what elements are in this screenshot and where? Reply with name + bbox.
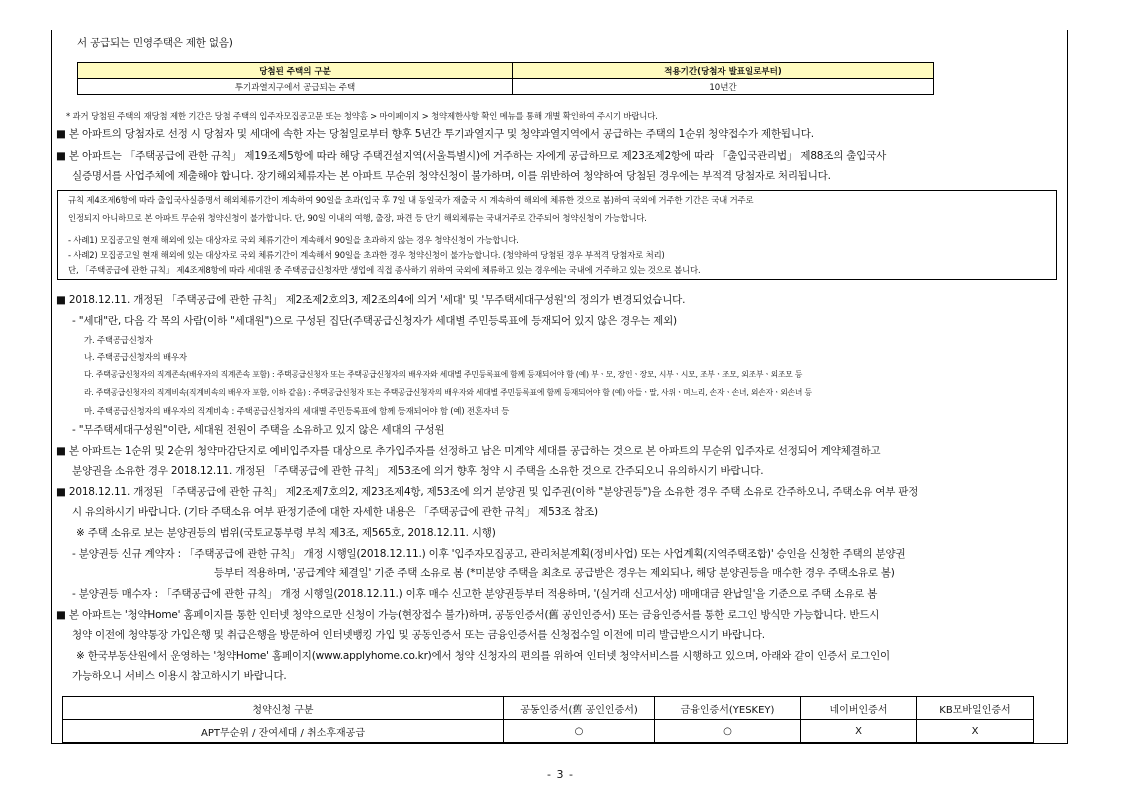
homeless-member-definition: - "무주택세대구성원"이란, 세대원 전원이 주택을 소유하고 있지 않은 세대의 구성원 — [72, 424, 445, 436]
presale-buyer: - 분양권등 매수자 : 「주택공급에 관한 규칙」 개정 시행일(2018.12.11.) 이후 매수 신고한 분양권등부터 적용하며, '(실거래 신고서상) 매매대금 완납일'을 기준으로 주택 소유로 봄 — [72, 588, 878, 600]
household-item-c: 다. 주택공급신청자의 직계존속(배우자의 직계존속 포함) : 주택공급신청자 또는 주택공급신청자의 배우자와 세대별 주민등록표에 함께 등재되어야 함 (예) 부ㆍ모, 장인ㆍ장모, 시부ㆍ시모, 조부ㆍ조모, 외조부ㆍ외조모 등 — [84, 370, 803, 379]
paragraph-presale-line-2: 시 유의하시기 바랍니다. (기타 주택소유 여부 판정기준에 대한 자세한 내용은 「주택공급에 관한 규칙」 제53조 참조) — [72, 506, 598, 518]
cert-row-joint: ○ — [504, 720, 655, 743]
cert-header-joint: 공동인증서(舊 공인인증서) — [504, 697, 655, 720]
household-definition: - "세대"란, 다음 각 목의 사람(이하 "세대원")으로 구성된 집단(주택공급신청자가 세대별 주민등록표에 등재되어 있지 않은 경우는 제외) — [72, 315, 677, 327]
winner-restriction-table — [77, 62, 934, 95]
certificate-table — [62, 696, 1034, 743]
presale-new-contractor-line-1: - 분양권등 신규 계약자 : 「주택공급에 관한 규칙」 개정 시행일(2018.12.11.) 이후 '입주자모집공고, 관리처분계획(정비사업) 또는 사업계획(지역주택조합)' 승인을 신청한 주택의 분양권 — [72, 548, 906, 560]
cert-row-kb: X — [917, 720, 1034, 743]
paragraph-ownership-line-1: ■ 본 아파트는 1순위 및 2순위 청약마감단지로 예비입주자를 대상으로 추가입주자를 선정하고 남은 미계약 세대를 공급하는 것으로 본 아파트의 무순위 입주자로 선정되어 계약체결하고 — [56, 445, 881, 457]
winner-table-header-period: 적용기간(당첨자 발표일로부터) — [513, 63, 934, 79]
presale-scope-note: ※ 주택 소유로 보는 분양권등의 범위(국토교통부령 부칙 제3조, 제565호, 2018.12.11. 시행) — [76, 527, 496, 539]
winner-table-header-type: 당첨된 주택의 구분 — [78, 63, 513, 79]
applyhome-note-line-2: 가능하오니 서비스 이용시 참고하시기 바랍니다. — [72, 670, 287, 682]
paragraph-residence-line-2: 실증명서를 사업주체에 제출해야 합니다. 장기해외체류자는 본 아파트 무순위 청약신청이 불가하며, 이를 위반하여 청약하여 당첨된 경우에는 부적격 당첨자로 처리됩니다. — [72, 170, 831, 182]
paragraph-ownership-line-2: 분양권을 소유한 경우 2018.12.11. 개정된 「주택공급에 관한 규칙」 제53조에 의거 향후 청약 시 주택을 소유한 것으로 간주되오니 유의하시기 바랍니다. — [72, 465, 764, 477]
winner-table-cell-type: 투기과열지구에서 공급되는 주택 — [78, 79, 513, 95]
paragraph-first-rank-restriction: ■ 본 아파트의 당첨자로 선정 시 당첨자 및 세대에 속한 자는 당첨일로부터 향후 5년간 투기과열지구 및 청약과열지역에서 공급하는 주택의 1순위 청약접수가 제한됩니다. — [56, 128, 814, 140]
household-item-d: 라. 주택공급신청자의 직계비속(직계비속의 배우자 포함, 이하 같음) : 주택공급신청자 또는 주택공급신청자의 배우자와 세대별 주민등록표에 함께 등재되어야 함 (예) 아들ㆍ딸, 사위ㆍ며느리, 손자ㆍ손녀, 외손자ㆍ외손녀 등 — [84, 388, 812, 397]
cert-header-financial: 금융인증서(YESKEY) — [655, 697, 801, 720]
rule-box-case-2: - 사례2) 모집공고일 현재 해외에 있는 대상자로 국외 체류기간이 계속해서 90일을 초과한 경우 청약신청이 불가능합니다. (청약하여 당첨된 경우 부적격 당첨자로 처리) — [68, 250, 665, 260]
restriction-note: * 과거 당첨된 주택의 재당첨 제한 기간은 당첨 주택의 입주자모집공고문 또는 청약홈 > 마이페이지 > 청약제한사항 확인 메뉴를 통해 개별 확인하여 주시기 바랍니다. — [66, 111, 658, 121]
applyhome-note-line-1: ※ 한국부동산원에서 운영하는 '청약Home' 홈페이지(www.applyhome.co.kr)에서 청약 신청자의 편의를 위하여 인터넷 청약서비스를 시행하고 있으며, 아래와 같이 인증서 로그인이 — [76, 650, 890, 662]
household-item-e: 마. 주택공급신청자의 배우자의 직계비속 : 주택공급신청자의 세대별 주민등록표에 함께 등재되어야 함 (예) 전혼자녀 등 — [84, 406, 510, 416]
page-frame — [51, 30, 1068, 744]
overseas-stay-rule-box — [57, 190, 1057, 280]
rule-box-exception: 단, 「주택공급에 관한 규칙」 제4조제8항에 따라 세대원 중 주택공급신청자만 생업에 직접 종사하기 위하여 국외에 체류하고 있는 경우에는 국내에 거주하고 있는 것으로 봅니다. — [68, 265, 701, 275]
rule-box-line-2: 인정되지 아니하므로 본 아파트 무순위 청약신청이 불가합니다. 단, 90일 이내의 여행, 출장, 파견 등 단기 해외체류는 국내거주로 간주되어 청약신청이 가능합니다. — [68, 213, 647, 223]
paragraph-online-application-line-2: 청약 이전에 청약통장 가입은행 및 취급은행을 방문하여 인터넷뱅킹 가입 및 공동인증서 또는 금융인증서를 신청접수일 이전에 미리 발급받으시기 바랍니다. — [72, 629, 765, 641]
page-number: - 3 - — [547, 768, 574, 781]
cert-row-naver: X — [801, 720, 917, 743]
winner-table-cell-period: 10년간 — [513, 79, 934, 95]
presale-new-contractor-line-2: 등부터 적용하며, '공급계약 체결일' 기준 주택 소유로 봄 (*미분양 주택을 최초로 공급받은 경우는 제외되나, 해당 분양권등을 매수한 경우 주택소유로 봄) — [214, 567, 895, 579]
paragraph-household-definition: ■ 2018.12.11. 개정된 「주택공급에 관한 규칙」 제2조제2호의3, 제2조의4에 의거 '세대' 및 '무주택세대구성원'의 정의가 변경되었습니다. — [56, 294, 686, 306]
paragraph-presale-line-1: ■ 2018.12.11. 개정된 「주택공급에 관한 규칙」 제2조제7호의2, 제23조제4항, 제53조에 의거 분양권 및 입주권(이하 "분양권등")을 소유한 경우 주택 소유로 간주하오니, 주택소유 여부 판정 — [56, 486, 919, 498]
paragraph-residence-line-1: ■ 본 아파트는 「주택공급에 관한 규칙」 제19조제5항에 따라 해당 주택건설지역(서울특별시)에 거주하는 자에게 공급하므로 제23조제2항에 따라 「출입국관리법」 제88조의 출입국사 — [56, 150, 887, 162]
cert-header-kb: KB모바일인증서 — [917, 697, 1034, 720]
cert-row-financial: ○ — [655, 720, 801, 743]
paragraph-online-application-line-1: ■ 본 아파트는 '청약Home' 홈페이지를 통한 인터넷 청약으로만 신청이 가능(현장접수 불가)하며, 공동인증서(舊 공인인증서) 또는 금융인증서를 통한 로그인 방식만 가능합니다. 반드시 — [56, 609, 880, 621]
cert-header-type: 청약신청 구분 — [63, 697, 504, 720]
cert-header-naver: 네이버인증서 — [801, 697, 917, 720]
cert-row-type: APT무순위 / 잔여세대 / 취소후재공급 — [63, 720, 504, 743]
intro-line: 서 공급되는 민영주택은 제한 없음) — [77, 37, 233, 49]
rule-box-case-1: - 사례1) 모집공고일 현재 해외에 있는 대상자로 국외 체류기간이 계속해서 90일을 초과하지 않는 경우 청약신청이 가능합니다. — [68, 235, 519, 245]
rule-box-line-1: 규칙 제4조제6항에 따라 출입국사실증명서 해외체류기간이 계속하여 90일을 초과(입국 후 7일 내 동일국가 재출국 시 계속하여 해외에 체류한 것으로 봄)하여 국외에 거주한 기간은 국내 거주로 — [68, 195, 754, 205]
household-item-b: 나. 주택공급신청자의 배우자 — [84, 352, 187, 362]
household-item-a: 가. 주택공급신청자 — [84, 335, 153, 345]
